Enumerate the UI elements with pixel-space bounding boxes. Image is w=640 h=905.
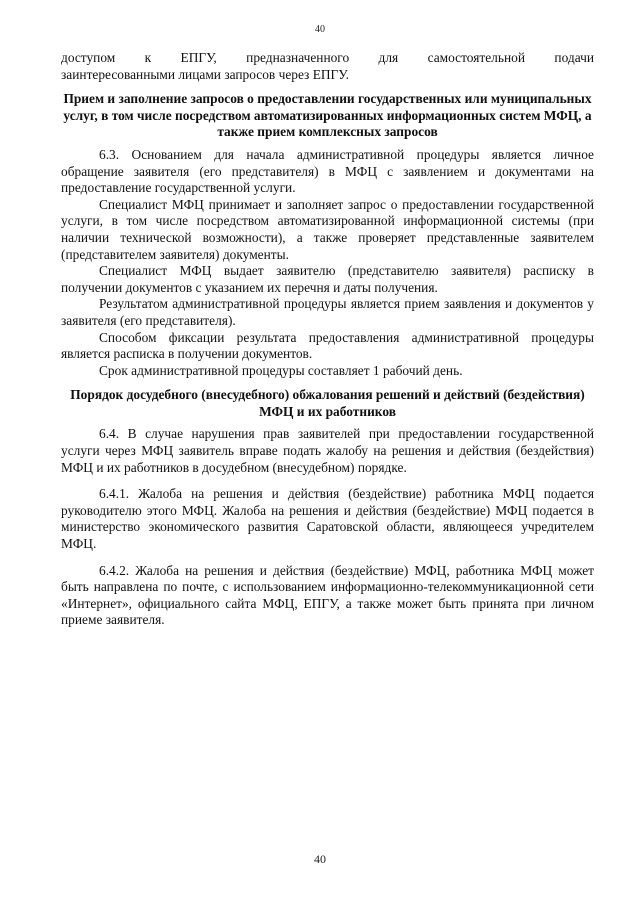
- page-number-top: 40: [315, 24, 325, 35]
- paragraph-term: Срок административной процедуры составляет 1 рабочий день.: [99, 362, 463, 378]
- intro-line-2: заинтересованными лицами запросов через ЕПГУ.: [61, 66, 349, 82]
- section-heading-appeal: Порядок досудебного (внесудебного) обжалования решений и действий (бездействия) МФЦ и их работников: [70, 387, 585, 419]
- paragraph-fixation: Способом фиксации результата предоставления административной процедуры является расписка в получении документов.: [61, 329, 594, 362]
- section-heading-reception: Прием и заполнение запросов о предоставлении государственных или муниципальных услуг, в том числе посредством автоматизированных информационных систем МФЦ, а также прием комплексных запросов: [63, 91, 592, 140]
- document-body: [61, 50, 594, 629]
- paragraph-specialist-receipt: Специалист МФЦ выдает заявителю (представителю заявителя) расписку в получении документов с указанием их перечня и даты получения.: [61, 263, 594, 295]
- paragraph-6-3: 6.3. Основанием для начала административной процедуры является личное обращение заявителя (его представителя) в МФЦ с заявлением и документами на предоставление государственной услуги.: [61, 146, 594, 196]
- paragraph-6-4: 6.4. В случае нарушения прав заявителей при предоставлении государственной услуги через МФЦ заявитель вправе подать жалобу на решения и действия (бездействия) МФЦ и их работников в досудебном (внесудебном) порядке.: [61, 426, 594, 475]
- paragraph-6-4-1: 6.4.1. Жалоба на решения и действия (бездействие) работника МФЦ подается руководителю этого МФЦ. Жалоба на решения и действия (бездействие) МФЦ подается в министерство экономического развития Саратовской области, являющееся учредителем МФЦ.: [61, 486, 594, 552]
- paragraph-6-4-2: 6.4.2. Жалоба на решения и действия (бездействие) МФЦ, работника МФЦ может быть направлена по почте, с использованием информационно-телекоммуникационной сети «Интернет», официального сайта МФЦ, ЕПГУ, а также может быть принята при личном приеме заявителя.: [61, 562, 594, 628]
- paragraph-specialist-accepts: Специалист МФЦ принимает и заполняет запрос о предоставлении государственной услуги, в том числе посредством автоматизированной информационной системы (при наличии технической возможности), а также проверяет представленные заявителем (представителем заявителя) документы.: [61, 196, 594, 262]
- intro-line-1: доступом к ЕПГУ, предназначенного для самостоятельной подачи: [61, 50, 594, 65]
- page-number-bottom: 40: [314, 852, 326, 866]
- paragraph-result: Результатом административной процедуры является прием заявления и документов у заявителя (его представителя).: [61, 296, 594, 328]
